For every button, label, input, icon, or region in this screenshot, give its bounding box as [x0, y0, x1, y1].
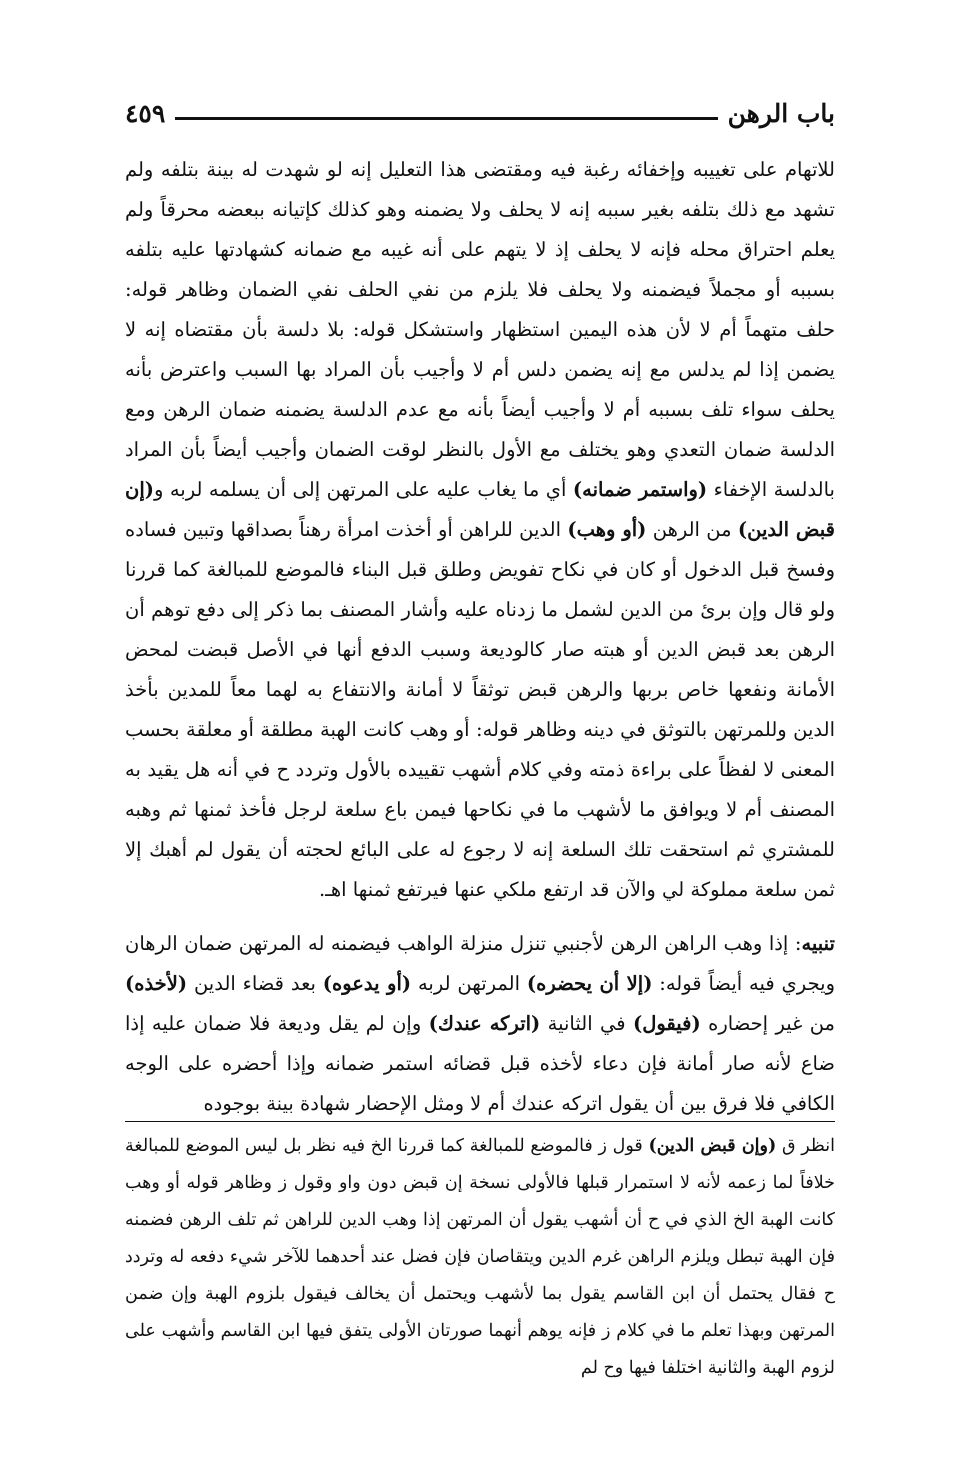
bold-run: (إلا أن يحضره) [526, 972, 653, 995]
text-run: من غير إحضاره [700, 1012, 835, 1035]
bold-run: (إن قبض الدين) [125, 478, 835, 541]
bold-run: (فيقول) [632, 1012, 701, 1035]
body-paragraph [125, 924, 835, 1124]
header-rule [175, 117, 717, 120]
body-paragraph [125, 150, 835, 910]
bold-run: (لأخذه) [125, 972, 188, 995]
footnote [125, 1128, 835, 1387]
text-run: في الثانية [540, 1012, 633, 1035]
chapter-title: باب الرهن [727, 99, 835, 128]
main-text [125, 150, 835, 1124]
text-run: بعد قضاء الدين [187, 972, 323, 995]
page-number: ٤٥٩ [125, 99, 166, 128]
bold-run: تنبيه [801, 932, 835, 955]
text-run: للاتهام على تغييبه وإخفائه رغبة فيه ومقتضى هذا التعليل إنه لو شهدت له بينة بتلفه ولم تشهد مع ذلك بتلفه بغير سببه إنه لا يحلف ولا يضمنه وهو كذلك كإتيانه ببعضه محرقاً ولم يعلم احتراق محله فإنه لا يحلف إذ لا يتهم على أنه غيبه مع ضمانه كشهادتها عليه بتلفه بسببه أو مجملاً فيضمنه ولا يحلف فلا يلزم من نفي الحلف نفي الضمان وظاهر قوله: حلف متهماً أم لا لأن هذه اليمين استظهار واستشكل قوله: بلا دلسة بأن مقتضاه إنه لا يضمن إذا لم يدلس مع إنه يضمن دلس أم لا وأجيب بأن المراد بها السبب واعترض بأنه يحلف سواء تلف بسببه أم لا وأجيب أيضاً بأنه مع عدم الدلسة يضمنه ضمان الرهن ومع الدلسة ضمان التعدي وهو يختلف مع الأول بالنظر لوقت الضمان وأجيب أيضاً بأن المراد بالدلسة الإخفاء [125, 158, 835, 501]
text-run: وإن لم يقل وديعة فلا ضمان عليه إذا ضاع لأنه صار أمانة فإن دعاء لأخذه قبل قضائه استمر ضمانه وإذا أحضره على الوجه الكافي فلا فرق بين أن يقول اتركه عندك أم لا ومثل الإحضار شهادة بينة بوجوده [125, 1012, 835, 1115]
bold-run: (اتركه عندك) [428, 1012, 541, 1035]
bold-run: (وإن قبض الدين) [648, 1136, 777, 1156]
bold-run: (أو وهب) [567, 518, 647, 541]
text-run: من الرهن [646, 518, 738, 541]
bold-run: (أو يدعوه) [322, 972, 412, 995]
text-run: الدين للراهن أو أخذت امرأة رهناً بصداقها وتبين فساده وفسخ قبل الدخول أو كان في نكاح تفويض وطلق قبل البناء فالموضع للمبالغة كما قررنا ولو قال وإن برئ من الدين لشمل ما زدناه عليه وأشار المصنف بما ذكر إلى دفع توهم أن الرهن بعد قبض الدين أو هبته صار كالوديعة وسبب الدفع أنها في الأصل قبضت لمحض الأمانة ونفعها خاص بربها والرهن قبض توثقاً لا أمانة والانتفاع به لهما معاً للمدين بأخذ الدين وللمرتهن بالتوثق في دينه وظاهر قوله: أو وهب كانت الهبة مطلقة أو معلقة بحسب المعنى لا لفظاً على براءة ذمته وفي كلام أشهب تقييده بالأول وتردد ح في أنه هل يقيد به المصنف أم لا ويوافق ما لأشهب ما في نكاحها فيمن باع سلعة لرجل فأخذ ثمنها ثم وهبه للمشتري ثم استحقت تلك السلعة إنه لا رجوع له على البائع لحجته أن يقول لم أهبك إلا ثمن سلعة مملوكة لي والآن قد ارتفع ملكي عنها فيرتفع ثمنها اهـ. [125, 518, 835, 901]
text-run: : إذا وهب الراهن الرهن لأجنبي تنزل منزلة الواهب فيضمنه له المرتهن ضمان الرهان ويجري فيه أيضاً قوله: [125, 932, 835, 995]
text-run: المرتهن لربه [411, 972, 527, 995]
text-run: أي ما يغاب عليه على المرتهن إلى أن يسلمه لربه و [153, 478, 573, 501]
text-run: قول ز فالموضع للمبالغة كما قررنا الخ فيه نظر بل ليس الموضع للمبالغة خلافاً لما زعمه لأنه لا استمرار قبلها فالأولى نسخة إن قبض دون واو وقول ز وظاهر قوله أو وهب كانت الهبة الخ الذي في ح أن أشهب يقول أن المرتهن إذا وهب الدين للراهن ثم تلف الرهن فضمنه فإن الهبة تبطل ويلزم الراهن غرم الدين ويتقاصان فإن فضل عند أحدهما للآخر شيء دفعه له وتردد ح فقال يحتمل أن ابن القاسم يقول بما لأشهب ويحتمل أن يخالف فيقول بلزوم الهبة وإن ضمن المرتهن وبهذا تعلم ما في كلام ز فإنه يوهم أنهما صورتان الأولى يتفق فيها ابن القاسم وأشهب على لزوم الهبة والثانية اختلفا فيها وح لم [125, 1136, 835, 1378]
page-header [125, 92, 835, 132]
text-run: انظر ق [776, 1136, 835, 1156]
bold-run: (واستمر ضمانه) [572, 478, 708, 501]
footnote-separator [125, 1121, 835, 1122]
footnote-paragraph [125, 1128, 835, 1387]
